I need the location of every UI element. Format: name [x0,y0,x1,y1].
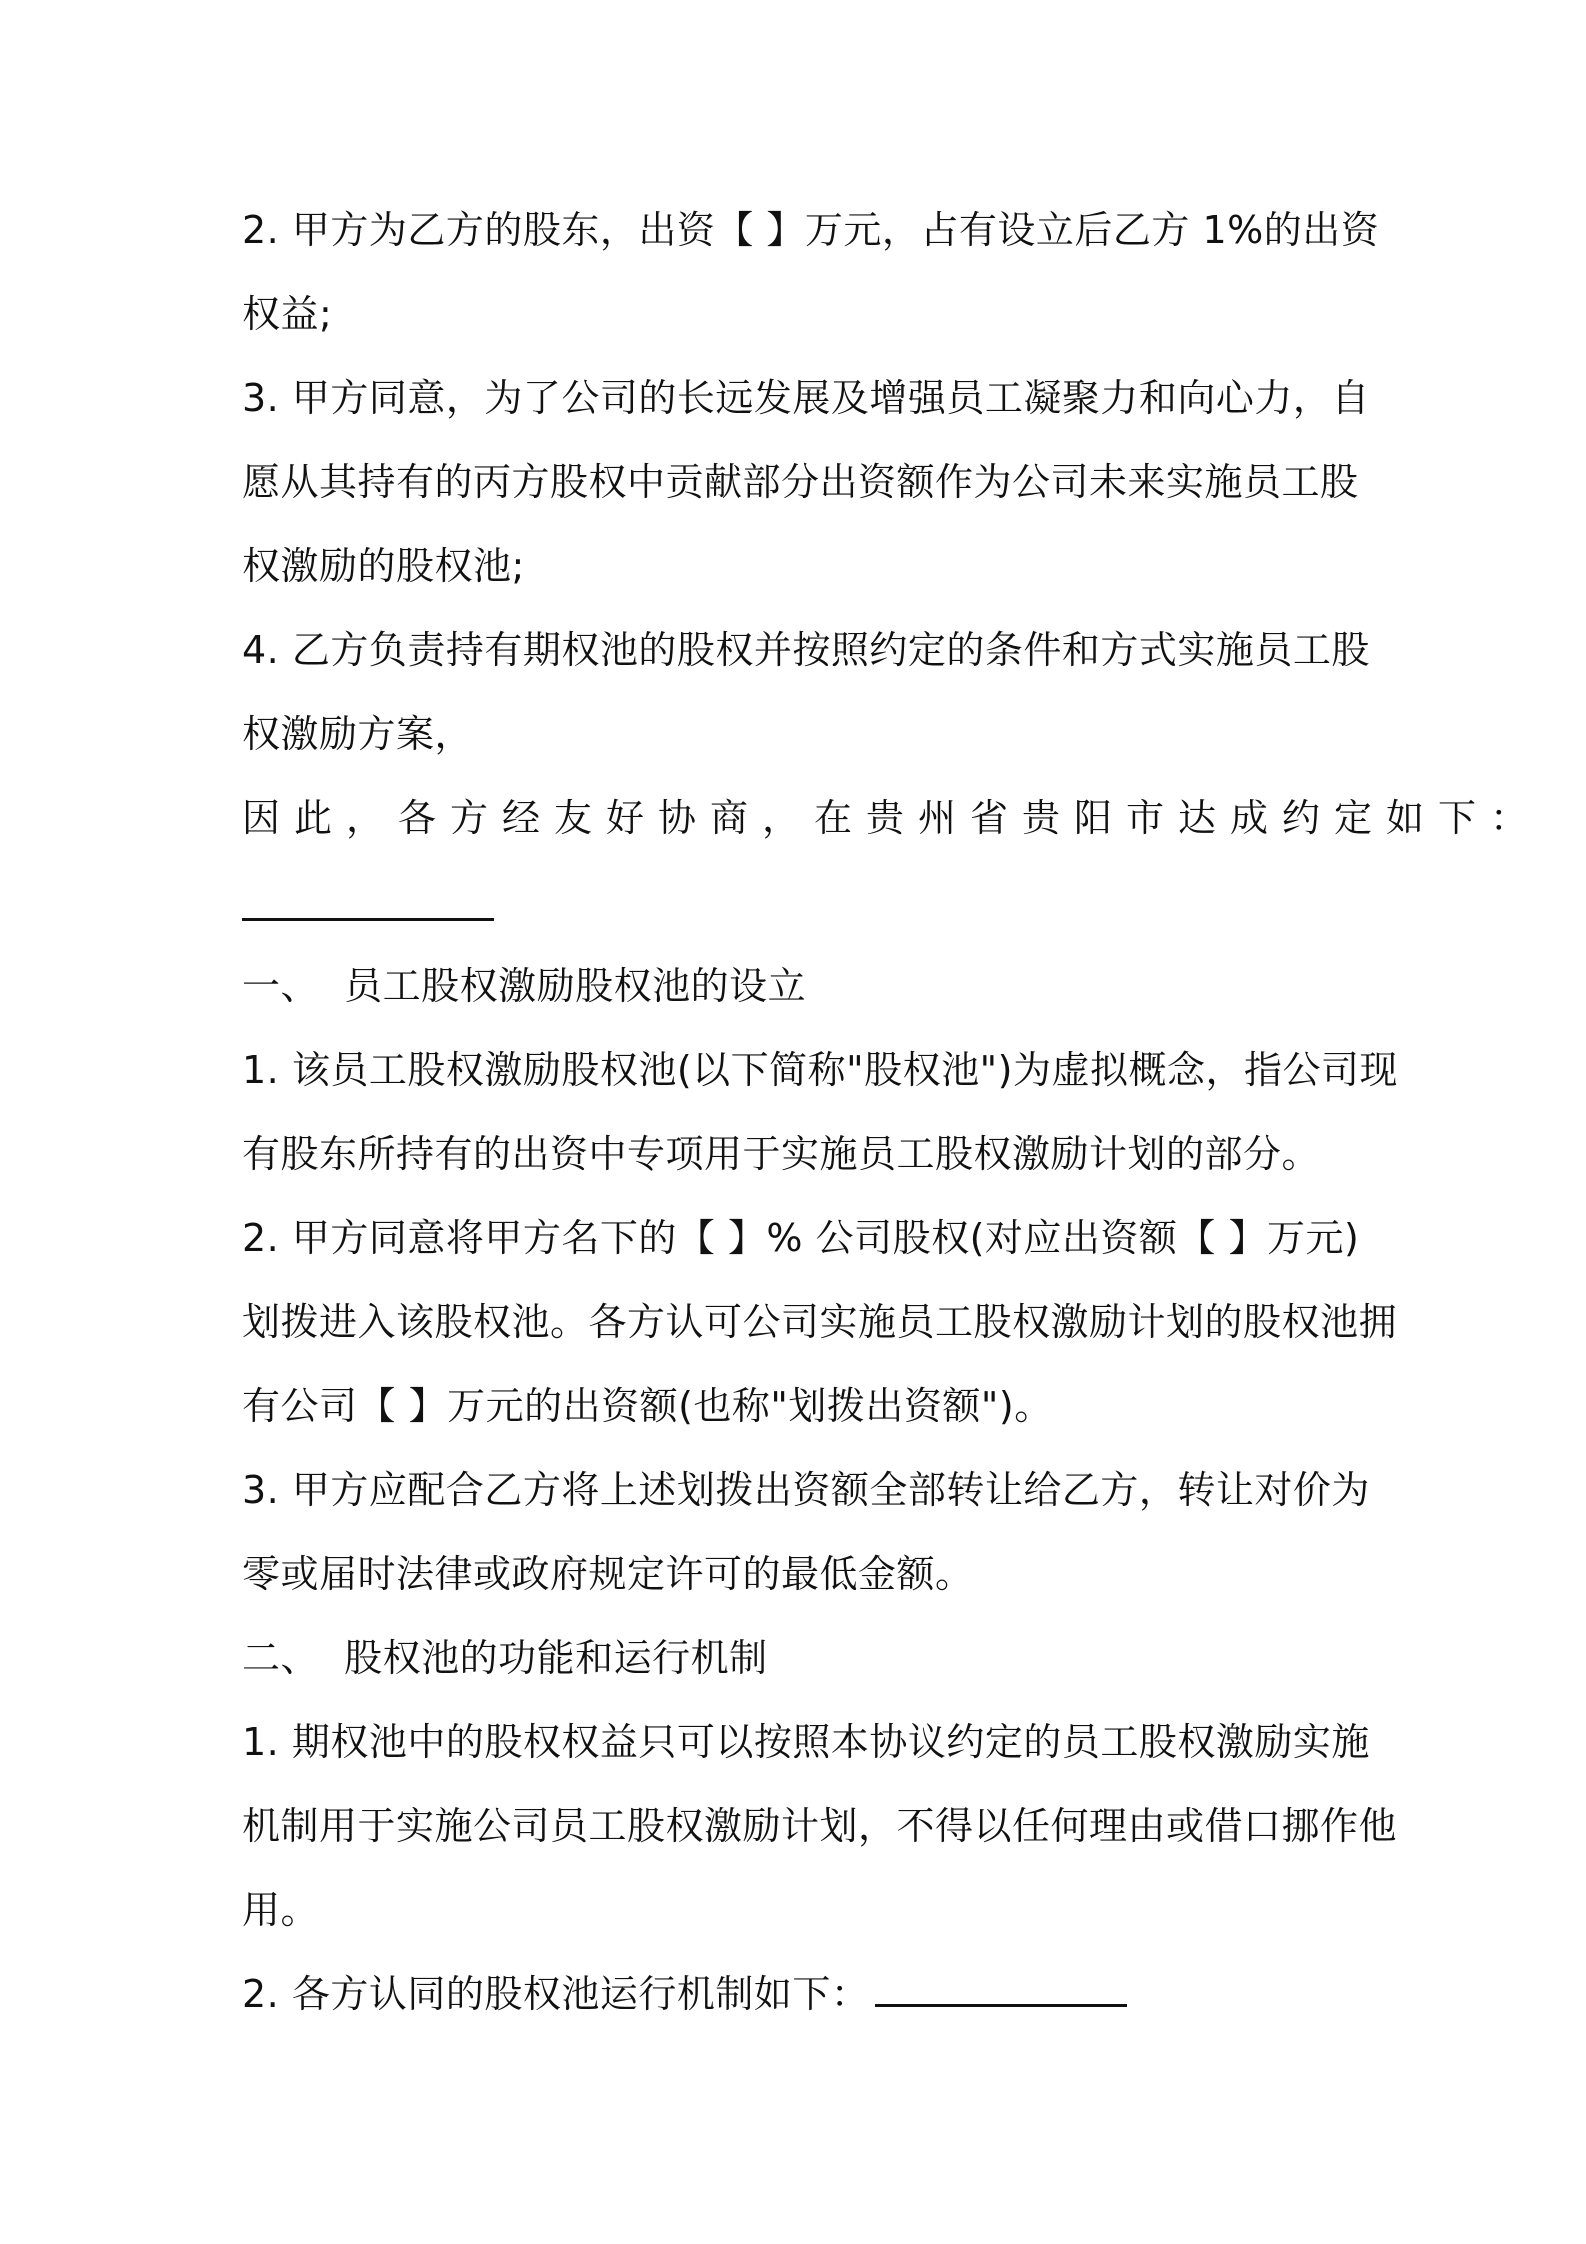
clause-3-line-1: 3. 甲方同意，为了公司的长远发展及增强员工凝聚力和向心力，自 [242,376,1370,420]
section-2-item-2-text: 2. 各方认同的股权池运行机制如下： [242,1972,870,2016]
clause-3-line-3: 权激励的股权池; [242,544,525,588]
section-1-item-3-line-2: 零或届时法律或政府规定许可的最低金额。 [242,1552,974,1596]
section-2-heading: 二、 股权池的功能和运行机制 [242,1636,768,1680]
section-2-item-2 [242,1968,1362,2020]
section-1-item-2-line-2: 划拨进入该股权池。各方认可公司实施员工股权激励计划的股权池拥 [242,1300,1398,1344]
clause-2-line-2: 权益; [242,292,333,336]
blank-fill-line [242,918,494,921]
section-1-item-3-line-1: 3. 甲方应配合乙方将上述划拨出资额全部转让给乙方，转让对价为 [242,1468,1370,1512]
section-2-item-1-line-3: 用。 [242,1888,320,1932]
section-1-heading: 一、 员工股权激励股权池的设立 [242,964,807,1008]
section-1-item-2-line-1: 2. 甲方同意将甲方名下的【 】% 公司股权(对应出资额【 】万元) [242,1216,1360,1260]
section-1-item-1-line-2: 有股东所持有的出资中专项用于实施员工股权激励计划的部分。 [242,1132,1321,1176]
section-2-item-1-line-1: 1. 期权池中的股权权益只可以按照本协议约定的员工股权激励实施 [242,1720,1370,1764]
clause-4-line-2: 权激励方案， [242,712,474,756]
section-2-item-1-line-2: 机制用于实施公司员工股权激励计划，不得以任何理由或借口挪作他 [242,1804,1398,1848]
clause-3-line-2: 愿从其持有的丙方股权中贡献部分出资额作为公司未来实施员工股 [242,460,1359,504]
section-1-item-2-line-3: 有公司【 】万元的出资额(也称"划拨出资额")。 [242,1384,1053,1428]
blank-fill-line [875,1970,1127,2007]
clause-4-line-1: 4. 乙方负责持有期权池的股权并按照约定的条件和方式实施员工股 [242,628,1370,672]
agreement-intro: 因此，各方经友好协商，在贵州省贵阳市达成约定如下： [242,796,1543,840]
section-1-item-1-line-1: 1. 该员工股权激励股权池(以下简称"股权池")为虚拟概念，指公司现 [242,1048,1398,1092]
clause-2-line-1: 2. 甲方为乙方的股东，出资【 】万元，占有设立后乙方 1%的出资 [242,208,1380,252]
